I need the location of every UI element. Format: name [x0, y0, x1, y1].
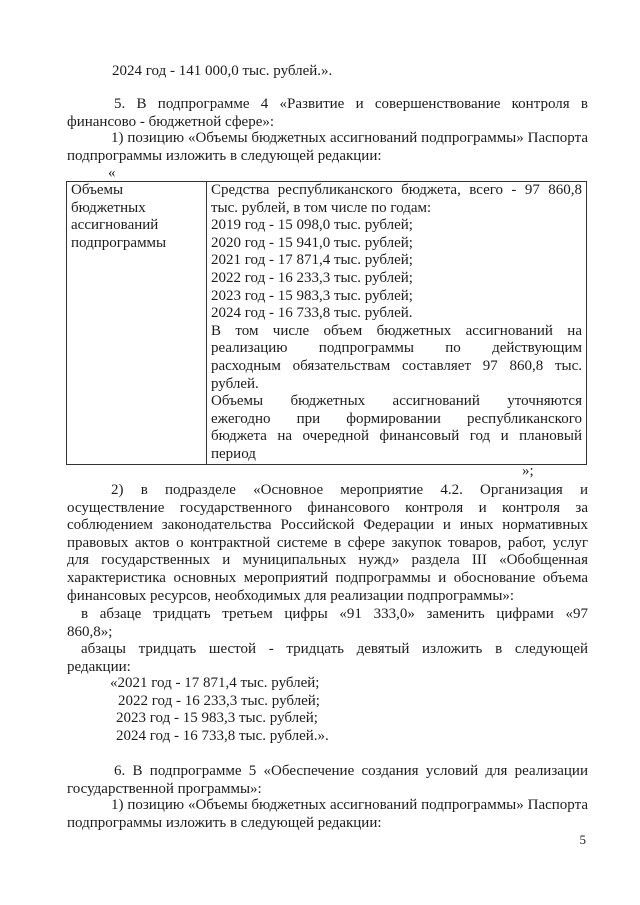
para-33-line-1: в абзаце тридцать третьем цифры «91 333,0» заменить цифрами «97: [81, 606, 588, 622]
table-row: [67, 182, 587, 465]
item-5-heading: [67, 96, 588, 131]
value-line: 2021 год - 17 871,4 тыс. рублей;: [211, 252, 413, 269]
table-label-cell: [67, 182, 207, 465]
item-5-line-2: финансово - бюджетной сфере»:: [67, 113, 275, 130]
item-6-1-paragraph: [67, 797, 588, 832]
para-36-paragraph: [67, 641, 588, 676]
item-5-2-line: правовых актов о контрактной системе в сфере закупок товаров, работ, услуг: [67, 534, 588, 551]
item-6-line-2: государственной программы»:: [67, 780, 262, 797]
value-line: В том числе объем бюджетных ассигнований на: [211, 322, 582, 339]
value-line: 2019 год - 15 098,0 тыс. рублей;: [211, 217, 413, 234]
item-5-1-line-2: подпрограммы изложить в следующей редакции:: [67, 147, 382, 164]
item-5-2-line: 2) в подразделе «Основное мероприятие 4.2. Организация и: [111, 482, 588, 498]
value-line: реализацию подпрограммы по действующим: [211, 340, 582, 357]
value-line: 2022 год - 16 233,3 тыс. рублей;: [211, 269, 413, 286]
value-line: Средства республиканского бюджета, всего - 97 860,8: [211, 182, 582, 198]
value-line: рублей.: [211, 375, 259, 392]
table-value-cell: [207, 182, 587, 465]
value-line: период: [211, 445, 256, 462]
label-line: подпрограммы: [71, 234, 167, 251]
item-6-line-1: 6. В подпрограмме 5 «Обеспечение создания условий для реализации: [114, 763, 588, 779]
item-5-1-paragraph: [67, 130, 588, 165]
year-line-2024: 2024 год - 16 733,8 тыс. рублей.».: [116, 728, 329, 744]
item-5-1-line-1: 1) позицию «Объемы бюджетных ассигнований подпрограммы» Паспорта: [111, 130, 588, 146]
value-line: 2024 год - 16 733,8 тыс. рублей.: [211, 305, 413, 322]
year-line-2022: 2022 год - 16 233,3 тыс. рублей;: [118, 693, 320, 709]
para-33-line-2: 860,8»;: [67, 623, 113, 640]
page-number: 5: [579, 832, 586, 847]
item-5-2-line: осуществление государственного финансового контроля и контроля за: [67, 499, 588, 516]
label-line: бюджетных: [71, 199, 146, 216]
value-line: расходным обязательствам составляет 97 860,8 тыс.: [211, 357, 582, 374]
label-line: Объемы: [71, 182, 124, 198]
item-5-line-1: 5. В подпрограмме 4 «Развитие и совершенствование контроля в: [114, 96, 588, 112]
item-5-2-line: финансовых ресурсов, необходимых для реализации подпрограммы»:: [67, 587, 515, 604]
item-5-2-line: характеристика основных мероприятий подпрограммы и обоснование объема: [67, 569, 588, 586]
item-5-2-line: соблюдением законодательства Российской Федерации и иных нормативных: [67, 517, 588, 534]
value-line: ежегодно при формировании республиканского: [211, 410, 582, 427]
para-33-paragraph: [67, 606, 588, 641]
passport-table: [66, 181, 587, 465]
item-5-2-paragraph: [67, 482, 588, 605]
year-line-2021: «2021 год - 17 871,4 тыс. рублей;: [110, 675, 320, 691]
value-line: тыс. рублей, в том числе по годам:: [211, 199, 432, 216]
value-line: Объемы бюджетных ассигнований уточняются: [211, 393, 582, 410]
item-6-heading: [67, 763, 588, 798]
item-6-1-line-2: подпрограммы изложить в следующей редакции:: [67, 814, 382, 831]
year-line-2023: 2023 год - 15 983,3 тыс. рублей;: [116, 710, 318, 726]
close-quote: »;: [522, 463, 534, 479]
para-36-line-1: абзацы тридцать шестой - тридцать девятый изложить в следующей: [81, 641, 588, 657]
value-line: бюджета на очередной финансовый год и плановый: [211, 428, 582, 445]
value-line: 2023 год - 15 983,3 тыс. рублей;: [211, 287, 413, 304]
top-line: 2024 год - 141 000,0 тыс. рублей.».: [112, 63, 333, 79]
item-6-1-line-1: 1) позицию «Объемы бюджетных ассигнований подпрограммы» Паспорта: [111, 797, 588, 813]
open-quote: «: [108, 165, 116, 181]
label-line: ассигнований: [71, 217, 159, 234]
para-36-line-2: редакции:: [67, 658, 131, 675]
value-line: 2020 год - 15 941,0 тыс. рублей;: [211, 234, 413, 251]
item-5-2-line: для государственных и муниципальных нужд» раздела III «Обобщенная: [67, 552, 588, 569]
